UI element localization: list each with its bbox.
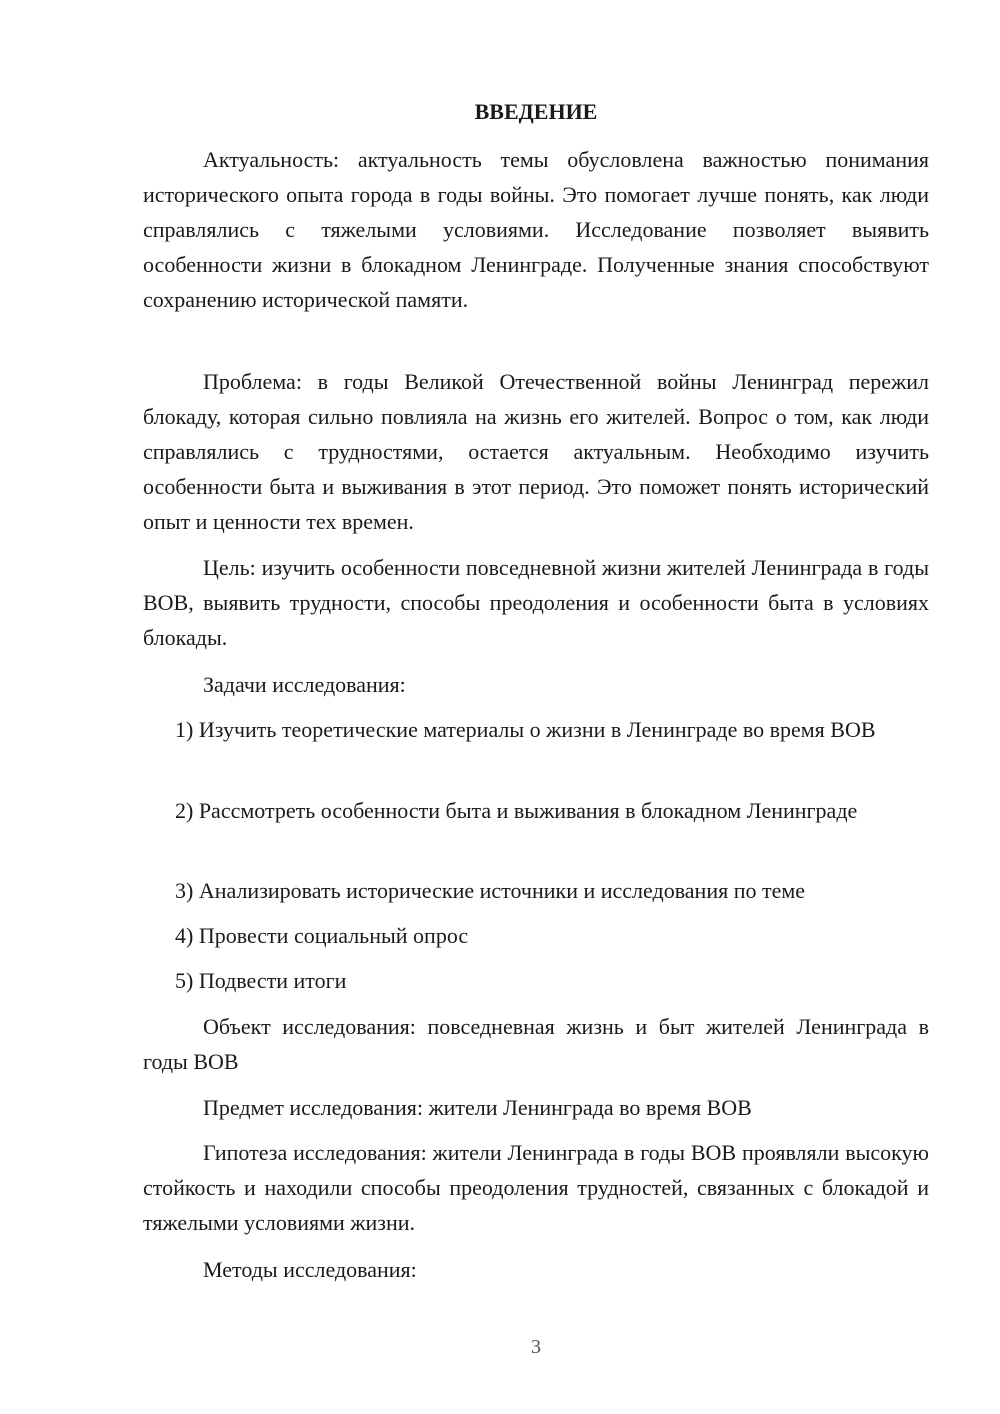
- task-item: 3) Анализировать исторические источники и исследования по теме: [175, 878, 806, 903]
- problem-paragraph: Проблема: в годы Великой Отечественной войны Ленинград пережил блокаду, которая сильно повлияла на жизнь его жителей. Вопрос о том, как люди справлялись с трудностями, остается актуальным. Необходимо изучить особенности быта и выживания в этот период. Это поможет понять исторический опыт и ценности тех времен.: [143, 369, 929, 534]
- task-item: 4) Провести социальный опрос: [175, 923, 469, 948]
- object-paragraph: Объект исследования: повседневная жизнь и быт жителей Ленинграда в годы ВОВ: [143, 1014, 929, 1074]
- goal-paragraph: Цель: изучить особенности повседневной жизни жителей Ленинграда в годы ВОВ, выявить трудности, способы преодоления и особенности быта в условиях блокады.: [143, 555, 929, 650]
- task-item: 2) Рассмотреть особенности быта и выживания в блокадном Ленинграде: [175, 798, 858, 823]
- task-item: 5) Подвести итоги: [175, 968, 347, 993]
- subject-paragraph: Предмет исследования: жители Ленинграда во время ВОВ: [203, 1095, 752, 1120]
- hypothesis-paragraph: Гипотеза исследования: жители Ленинграда в годы ВОВ проявляли высокую стойкость и находили способы преодоления трудностей, связанных с блокадой и тяжелыми условиями жизни.: [143, 1140, 929, 1235]
- tasks-heading: Задачи исследования:: [203, 672, 406, 697]
- page-title: ВВЕДЕНИЕ: [474, 99, 598, 124]
- page-number: 3: [531, 1336, 541, 1358]
- document-page: [143, 0, 929, 1414]
- methods-heading: Методы исследования:: [203, 1257, 417, 1282]
- task-item: 1) Изучить теоретические материалы о жизни в Ленинграде во время ВОВ: [175, 717, 876, 742]
- relevance-paragraph: Актуальность: актуальность темы обусловлена важностью понимания исторического опыта города в годы войны. Это помогает лучше понять, как люди справлялись с тяжелыми условиями. Исследование позволяет выявить особенности жизни в блокадном Ленинграде. Полученные знания способствуют сохранению исторической памяти.: [143, 147, 929, 312]
